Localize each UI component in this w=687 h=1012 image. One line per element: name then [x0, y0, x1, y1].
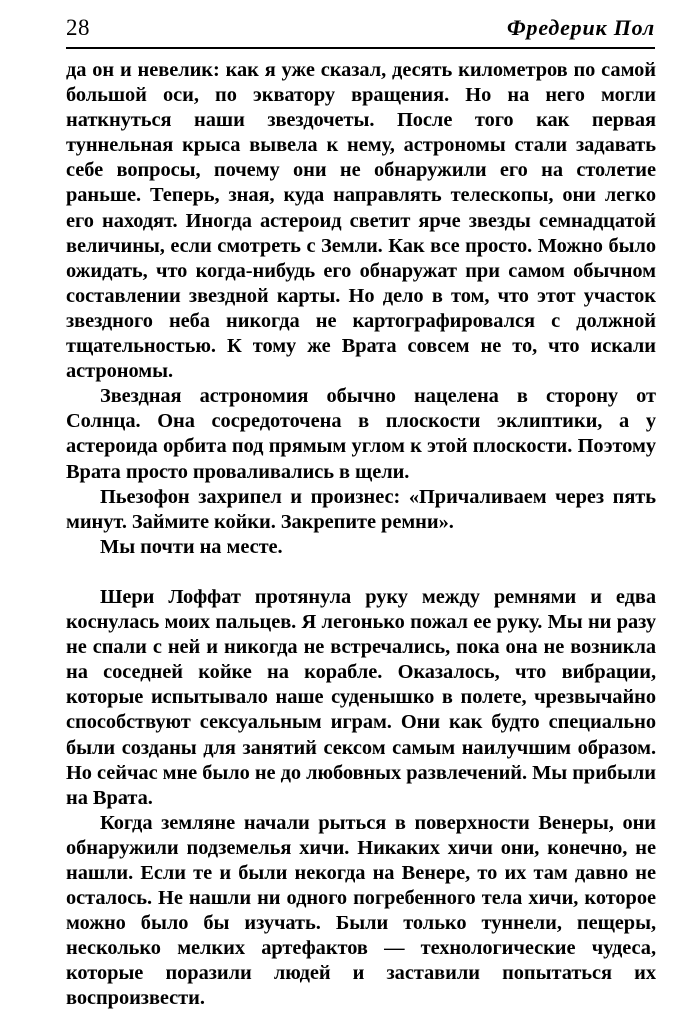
paragraph: Пьезофон захрипел и произнес: «Причаливаем через пять минут. Займите койки. Закрепите ремни».	[66, 485, 656, 533]
author-name: Фредерик Пол	[507, 15, 655, 40]
paragraph: Мы почти на месте.	[100, 535, 283, 558]
paragraph: Когда земляне начали рыться в поверхности Венеры, они обнаружили подземелья хичи. Никаких хичи они, конечно, не нашли. Если те и были некогда на Венере, то их там давно не осталось. Не нашли ни одного погребенного тела хичи, которое можно было бы изучать. Были только туннели, пещеры, несколько мелких артефактов — технологические чудеса, которые поразили людей и заставили попытаться их воспроизвести.	[66, 811, 656, 1010]
running-head	[66, 16, 655, 46]
page-number: 28	[66, 15, 90, 40]
body-text	[66, 58, 656, 1012]
paragraph-break-spacer	[66, 560, 656, 585]
paragraph: Звездная астрономия обычно нацелена в сторону от Солнца. Она сосредоточена в плоскости эклиптики, а у астероида орбита под прямым углом к этой плоскости. Поэтому Врата просто проваливались в щели.	[66, 385, 656, 483]
paragraph: Шери Лоффат протянула руку между ремнями и едва коснулась моих пальцев. Я легонько пожал ее руку. Мы ни разу не спали с ней и никогда не встречались, пока она не возникла на соседней койке на корабле. Оказалось, что вибрации, которые испытывало наше суденышко в полете, чрезвычайно способствуют сексуальным играм. Они как будто специально были созданы для занятий сексом самым наилучшим образом. Но сейчас мне было не до любовных развлечений. Мы прибыли на Врата.	[66, 585, 656, 809]
paragraph: да он и невелик: как я уже сказал, десять километров по самой большой оси, по экватору вращения. Но на него могли наткнуться наши звездочеты. После того как первая туннельная крыса вывела к нему, астрономы стали задавать себе вопросы, почему они не обнаружили его на столетие раньше. Теперь, зная, куда направлять телескопы, они легко его находят. Иногда астероид светит ярче звезды семнадцатой величины, если смотреть с Земли. Как все просто. Можно было ожидать, что когда-нибудь его обнаружат при самом обычном составлении звездной карты. Но дело в том, что этот участок звездного неба никогда не картографировался с должной тщательностью. К тому же Врата совсем не то, что искали астрономы.	[66, 59, 656, 383]
header-rule	[66, 47, 655, 49]
